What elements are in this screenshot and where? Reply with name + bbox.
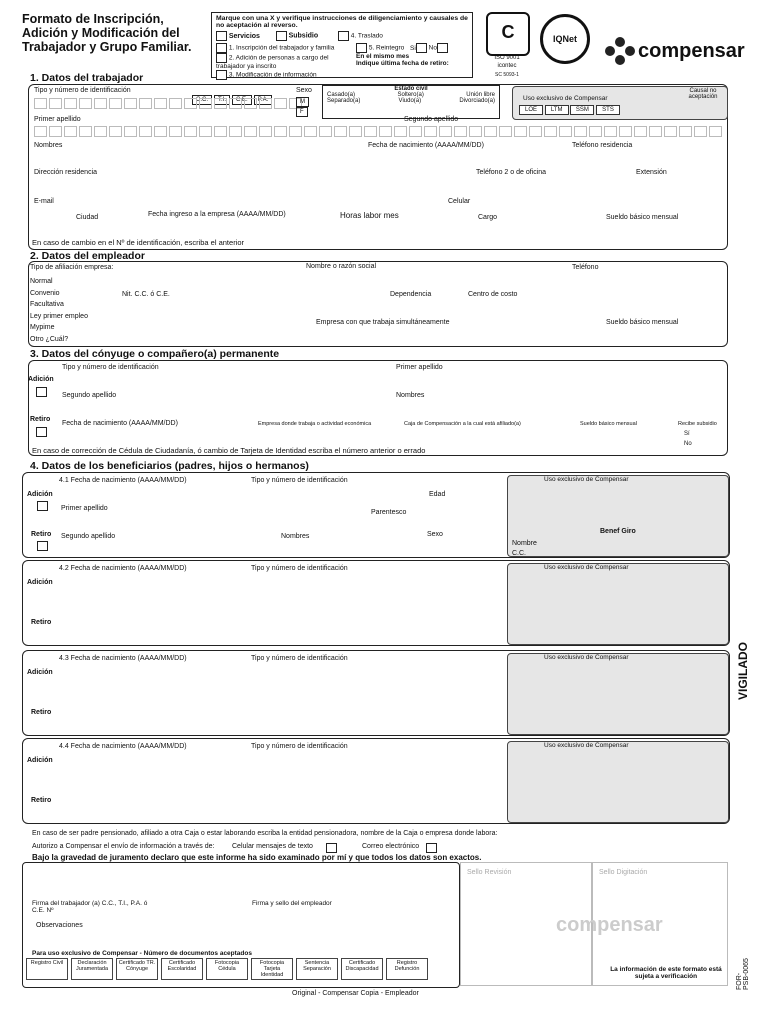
services-label: Servicios bbox=[228, 32, 260, 40]
pension-note: En caso de ser padre pensionado, afiliado a otra Caja o estar laborando escriba la entidad pensionadora, nombre de la Caja o empresa donde labora: bbox=[32, 830, 498, 837]
seal-review-label: Sello Revisión bbox=[467, 869, 512, 876]
beneficiary-adicion-label: Adición bbox=[27, 491, 53, 498]
spouse-company-label: Empresa donde trabaja o actividad económica bbox=[258, 421, 372, 427]
code-loe[interactable]: LOE bbox=[519, 105, 543, 115]
spouse-retiro-checkbox[interactable] bbox=[36, 427, 47, 437]
internal-use-label: Uso exclusivo de Compensar bbox=[523, 95, 608, 102]
spouse-subsidy-si[interactable]: Sí bbox=[684, 431, 690, 437]
option3-checkbox[interactable] bbox=[216, 70, 227, 80]
spouse-id-label: Tipo y número de identificación bbox=[62, 364, 159, 371]
traslado-checkbox[interactable] bbox=[338, 31, 349, 41]
option2-label: 2. Adición de personas a cargo del trabajador ya inscrito bbox=[216, 54, 329, 70]
code-ssm[interactable]: SSM bbox=[570, 105, 594, 115]
phone-label: Teléfono residencia bbox=[572, 142, 633, 149]
doc-escolaridad[interactable]: Certificado Escolaridad bbox=[161, 958, 203, 980]
employer-salary-label: Sueldo básico mensual bbox=[606, 319, 679, 326]
salary-label: Sueldo básico mensual bbox=[606, 214, 679, 221]
first-surname-label: Primer apellido bbox=[34, 116, 81, 123]
ingreso-label: Fecha ingreso a la empresa (AAAA/MM/DD) bbox=[148, 211, 286, 218]
title-line: Formato de Inscripción, bbox=[22, 12, 164, 26]
spouse-retiro-label: Retiro bbox=[30, 416, 51, 423]
edad-label: Edad bbox=[429, 491, 446, 498]
beneficiary-internal-box bbox=[507, 475, 729, 557]
beneficiary-id-label: Tipo y número de identificación bbox=[251, 477, 348, 484]
docs-accepted-list bbox=[26, 958, 428, 980]
beneficiary-id-label: Tipo y número de identificación bbox=[251, 743, 348, 750]
section-spouse-title: 3. Datos del cónyuge o compañero(a) permanente bbox=[30, 348, 280, 360]
affil-facultativa[interactable]: Facultativa bbox=[30, 301, 64, 308]
subsidy-checkbox[interactable] bbox=[276, 31, 287, 41]
civil-state-label: Estado civil bbox=[394, 86, 428, 92]
spouse-adicion-checkbox[interactable] bbox=[36, 387, 47, 397]
civil-union[interactable]: Unión libre bbox=[466, 92, 495, 98]
civil-casado[interactable]: Casado(a) bbox=[327, 92, 356, 98]
city-label: Ciudad bbox=[76, 214, 99, 221]
no-label: No bbox=[428, 44, 437, 52]
beneficiary-birth-label: 4.3 Fecha de nacimiento (AAAA/MM/DD) bbox=[59, 655, 187, 662]
id-change-note: En caso de cambio en el Nº de identificación, escriba el anterior bbox=[32, 238, 245, 247]
employer-phone-label: Teléfono bbox=[572, 264, 599, 271]
affil-convenio[interactable]: Convenio bbox=[30, 289, 60, 297]
doc-fotocopia-ti[interactable]: Fotocopia Tarjeta Identidad bbox=[251, 958, 293, 980]
compensar-logo bbox=[604, 36, 636, 71]
employer-frame bbox=[28, 261, 728, 347]
oath-text: Bajo la gravedad de juramento declaro que este informe ha sido examinado por mí y que todos los datos son exactos. bbox=[32, 853, 482, 862]
si-label: Si bbox=[410, 44, 416, 52]
second-surname-label: Segundo apellido bbox=[404, 116, 459, 123]
sms-label: Celular mensajes de texto bbox=[232, 843, 313, 850]
beneficiary-internal-box bbox=[507, 741, 729, 823]
mail-checkbox[interactable] bbox=[426, 843, 437, 853]
form-title bbox=[22, 12, 212, 54]
copies-note: Original - Compensar Copia - Empleador bbox=[292, 990, 419, 997]
cost-center-label: Centro de costo bbox=[468, 291, 518, 298]
affil-otro[interactable]: Otro ¿Cuál? bbox=[30, 335, 69, 343]
reintegro-label: 5. Reintegro bbox=[368, 44, 405, 52]
beneficiary-internal-label: Uso exclusivo de Compensar bbox=[544, 742, 629, 749]
brand-name: compensar bbox=[638, 40, 745, 62]
mobile-label: Celular bbox=[448, 198, 471, 205]
causal-label: Causal no aceptación bbox=[688, 88, 718, 100]
beneficiary-adicion-label: Adición bbox=[27, 669, 53, 676]
spouse-salary-label: Sueldo básico mensual bbox=[580, 421, 637, 427]
beneficiary-names-label: Nombres bbox=[281, 533, 310, 540]
section-employer-title: 2. Datos del empleador bbox=[30, 250, 145, 262]
mail-label: Correo electrónico bbox=[362, 843, 420, 850]
birth-label: Fecha de nacimiento (AAAA/MM/DD) bbox=[368, 142, 484, 149]
beneficiary-birth-label: 4.4 Fecha de nacimiento (AAAA/MM/DD) bbox=[59, 743, 187, 750]
beneficiary-birth-label: 4.2 Fecha de nacimiento (AAAA/MM/DD) bbox=[59, 565, 187, 572]
iso-label: ISO 9001 bbox=[494, 55, 520, 61]
traslado-label: 4. Traslado bbox=[350, 32, 383, 40]
id-type-pa[interactable]: P.A. bbox=[254, 95, 273, 105]
seal-digit-label: Sello Digitación bbox=[599, 869, 648, 876]
hours-label: Horas labor mes bbox=[340, 211, 399, 220]
beneficiary-second-surname-label: Segundo apellido bbox=[61, 533, 116, 540]
beneficiary-sex-label: Sexo bbox=[427, 531, 443, 538]
option1-label: 1. Inscripción del trabajador y familia bbox=[228, 44, 335, 52]
beneficiary-retiro-label: Retiro bbox=[31, 619, 52, 626]
spouse-subsidy-label: Recibe subsidio bbox=[678, 421, 717, 427]
beneficiary-id-label: Tipo y número de identificación bbox=[251, 565, 348, 572]
iqnet-text: IQNet bbox=[552, 34, 577, 44]
extension-label: Extensión bbox=[636, 169, 667, 176]
employer-signature-label[interactable]: Firma y sello del empleador bbox=[252, 900, 332, 907]
icontec-logo: C bbox=[486, 12, 530, 56]
worker-signature-label[interactable]: Firma del trabajador (a) C.C., T.I., P.A. ó C.E. Nº bbox=[32, 900, 148, 914]
observations-label: Observaciones bbox=[36, 922, 83, 929]
beneficiary-retiro-checkbox[interactable] bbox=[37, 541, 48, 551]
doc-sentencia[interactable]: Sentencia Separación bbox=[296, 958, 338, 980]
beneficiary-birth-label: 4.1 Fecha de nacimiento (AAAA/MM/DD) bbox=[59, 477, 187, 484]
spouse-correction-note: En caso de corrección de Cédula de Ciudadanía, ó cambio de Tarjeta de Identidad escriba el número anterior o errado bbox=[32, 446, 426, 455]
option3-label: 3. Modificación de información bbox=[228, 71, 317, 79]
parentesco-label: Parentesco bbox=[371, 509, 407, 516]
instructions-text: Marque con una X y verifique instrucciones de diligenciamiento y causales de no aceptación al reverso. bbox=[216, 15, 468, 29]
beneficiary-first-surname-label: Primer apellido bbox=[61, 505, 108, 512]
spouse-birth-label: Fecha de nacimiento (AAAA/MM/DD) bbox=[62, 420, 178, 427]
verify-note: La información de este formato está sujeta a verificación bbox=[610, 966, 722, 980]
form-code: FOR-PSB-0065 bbox=[736, 958, 750, 990]
no-checkbox[interactable] bbox=[437, 43, 448, 53]
vigilado-stamp: VIGILADO bbox=[736, 641, 750, 700]
benef-cc-label: C.C. bbox=[512, 550, 526, 557]
beneficiary-adicion-label: Adición bbox=[27, 757, 53, 764]
sms-checkbox[interactable] bbox=[326, 843, 337, 853]
cert-label: SC 5093-1 bbox=[495, 72, 519, 78]
sex-f-box[interactable]: F bbox=[296, 107, 308, 117]
phone2-label: Teléfono 2 o de oficina bbox=[476, 169, 547, 176]
beneficiary-id-label: Tipo y número de identificación bbox=[251, 655, 348, 662]
title-line: Trabajador y Grupo Familiar. bbox=[22, 40, 192, 54]
spouse-second-surname-label: Segundo apellido bbox=[62, 392, 117, 399]
beneficiary-internal-box bbox=[507, 563, 729, 645]
sex-label: Sexo bbox=[296, 87, 312, 94]
id-type-cc[interactable]: C.C. bbox=[192, 95, 212, 105]
title-line: Adición y Modificación del bbox=[22, 26, 180, 40]
docs-title: Para uso exclusivo de Compensar - Número de documentos aceptados bbox=[32, 950, 252, 957]
worker-id-cells[interactable] bbox=[34, 98, 302, 109]
other-company-label: Empresa con que trabaja simultáneamente bbox=[316, 319, 450, 326]
beneficiary-adicion-checkbox[interactable] bbox=[37, 501, 48, 511]
doc-certificado-tr[interactable]: Certificado TR. Cónyuge bbox=[116, 958, 158, 980]
beneficiary-adicion-label: Adición bbox=[27, 579, 53, 586]
civil-viudo[interactable]: Viudo(a) bbox=[398, 98, 422, 104]
doc-fotocopia-cedula[interactable]: Fotocopia Cédula bbox=[206, 958, 248, 980]
doc-registro-civil[interactable]: Registro Civil bbox=[26, 958, 68, 980]
option1-checkbox[interactable] bbox=[216, 43, 227, 53]
services-checkbox[interactable] bbox=[216, 31, 227, 41]
spouse-subsidy-no[interactable]: No bbox=[684, 441, 692, 447]
beneficiary-retiro-label: Retiro bbox=[31, 531, 52, 538]
position-label: Cargo bbox=[478, 214, 498, 221]
worker-internal-box bbox=[512, 86, 728, 120]
affil-normal[interactable]: Normal bbox=[30, 278, 53, 285]
reintegro-checkbox[interactable] bbox=[356, 43, 367, 53]
worker-surnames-cells[interactable] bbox=[34, 126, 722, 137]
watermark-logo: compensar bbox=[556, 914, 663, 936]
affil-ley[interactable]: Ley primer empleo bbox=[30, 312, 88, 320]
id-type-ti[interactable]: T.I. bbox=[214, 95, 230, 105]
civil-state-box bbox=[322, 85, 500, 119]
nit-label: Nit. C.C. ó C.E. bbox=[122, 291, 170, 298]
beneficiary-frame bbox=[22, 560, 730, 646]
doc-discapacidad[interactable]: Certificado Discapacidad bbox=[341, 958, 383, 980]
beneficiary-internal-label: Uso exclusivo de Compensar bbox=[544, 654, 629, 661]
iqnet-logo bbox=[540, 14, 590, 64]
subsidy-label: Subsidio bbox=[288, 32, 319, 40]
doc-declaracion[interactable]: Declaración Juramentada bbox=[71, 958, 113, 980]
option2-checkbox[interactable] bbox=[216, 53, 227, 63]
benef-nombre-label: Nombre bbox=[512, 540, 537, 547]
spouse-adicion-label: Adición bbox=[28, 376, 54, 383]
civil-separado[interactable]: Separado(a) bbox=[327, 98, 361, 104]
beneficiary-retiro-label: Retiro bbox=[31, 709, 52, 716]
si-checkbox[interactable] bbox=[416, 43, 427, 53]
affil-type-label: Tipo de afiliación empresa: bbox=[30, 264, 114, 271]
spouse-first-surname-label: Primer apellido bbox=[396, 364, 443, 371]
address-label: Dirección residencia bbox=[34, 169, 98, 176]
section-worker-title: 1. Datos del trabajador bbox=[30, 72, 144, 84]
dependency-label: Dependencia bbox=[390, 291, 432, 298]
employer-name-label: Nombre o razón social bbox=[306, 263, 377, 270]
worker-id-label: Tipo y número de identificación bbox=[34, 87, 131, 94]
beneficiary-internal-label: Uso exclusivo de Compensar bbox=[544, 476, 629, 483]
spouse-caja-label: Caja de Compensación a la cual está afiliado(a) bbox=[404, 421, 521, 427]
beneficiary-retiro-label: Retiro bbox=[31, 797, 52, 804]
beneficiary-internal-label: Uso exclusivo de Compensar bbox=[544, 564, 629, 571]
civil-soltero[interactable]: Soltero(a) bbox=[397, 92, 424, 98]
code-sts[interactable]: STS bbox=[596, 105, 620, 115]
authorize-label: Autorizo a Compensar el envío de información a través de: bbox=[32, 843, 215, 850]
icontec-label: icontec bbox=[497, 63, 517, 69]
sex-m-box[interactable]: M bbox=[296, 97, 309, 107]
doc-defuncion[interactable]: Registro Defunción bbox=[386, 958, 428, 980]
request-type-box bbox=[211, 12, 473, 78]
same-month-label: En el mismo mes bbox=[356, 53, 410, 60]
beneficiary-frame bbox=[22, 472, 730, 558]
retiro-date-label: Indique última fecha de retiro: bbox=[356, 60, 449, 67]
beneficiary-internal-box bbox=[507, 653, 729, 735]
code-ltm[interactable]: LTM bbox=[545, 105, 569, 115]
beneficiary-frame bbox=[22, 738, 730, 824]
civil-divorciado[interactable]: Divorciado(a) bbox=[459, 98, 495, 104]
section-beneficiaries-title: 4. Datos de los beneficiarios (padres, hijos o hermanos) bbox=[30, 460, 309, 472]
affil-mypime[interactable]: Mypime bbox=[30, 324, 55, 331]
spouse-frame bbox=[28, 360, 728, 456]
beneficiary-frame bbox=[22, 650, 730, 736]
benef-giro-label: Benef Giro bbox=[600, 528, 636, 535]
names-label: Nombres bbox=[34, 142, 63, 149]
email-label: E-mail bbox=[34, 198, 54, 205]
id-type-ce[interactable]: C.E. bbox=[232, 95, 252, 105]
compensar-dots-icon bbox=[604, 36, 636, 66]
spouse-names-label: Nombres bbox=[396, 392, 425, 399]
affil-type-list bbox=[30, 276, 88, 345]
